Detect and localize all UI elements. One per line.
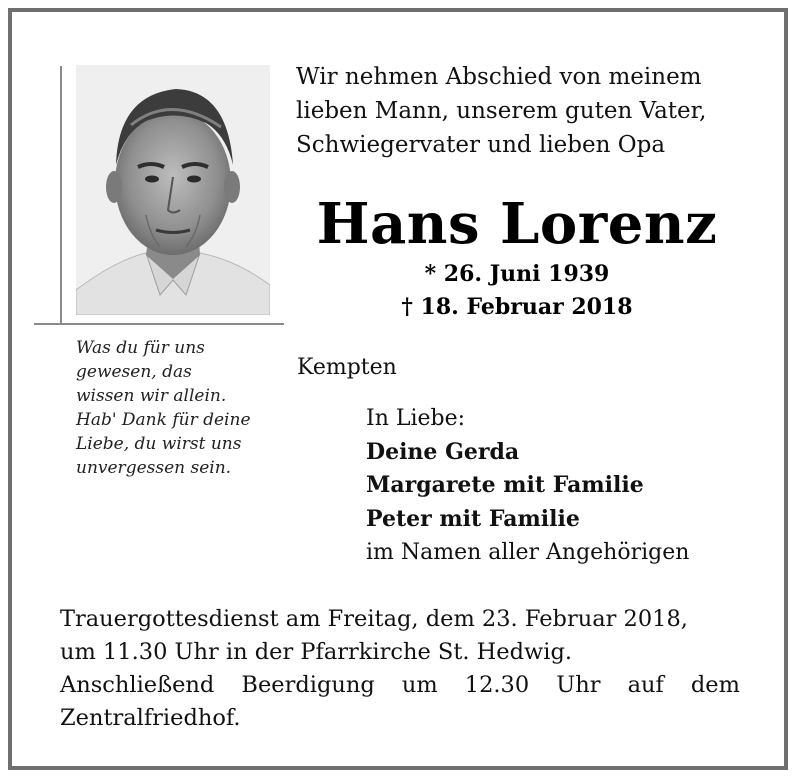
service-word: auf — [627, 672, 664, 698]
mourner-name: Peter mit Familie — [366, 505, 580, 532]
mourner-name: Deine Gerda — [366, 438, 520, 465]
service-word: Anschließend — [60, 672, 215, 698]
quote-line: gewesen, das — [76, 362, 192, 382]
death-date: † 18. Februar 2018 — [401, 294, 633, 320]
service-line-3 — [60, 669, 740, 702]
service-word: Uhr — [556, 672, 601, 698]
photo-rule-vertical — [60, 66, 62, 324]
portrait-photo-image — [76, 65, 270, 315]
birth-date: * 26. Juni 1939 — [424, 261, 610, 287]
quote-line: wissen wir allein. — [76, 386, 227, 406]
intro-line-1: Wir nehmen Abschied von meinem — [296, 64, 702, 90]
farewell-intro — [296, 60, 766, 162]
service-line-4: Zentralfriedhof. — [60, 705, 241, 731]
service-line-2: um 11.30 Uhr in der Pfarrkirche St. Hedwig. — [60, 639, 573, 665]
quote-line: unvergessen sein. — [76, 458, 232, 478]
quote-line: Liebe, du wirst uns — [76, 434, 242, 454]
intro-line-3: Schwiegervater und lieben Opa — [296, 132, 666, 158]
service-information — [60, 603, 740, 735]
service-word: dem — [690, 672, 740, 698]
portrait-photo — [76, 65, 270, 315]
deceased-name: Hans Lorenz — [316, 191, 718, 257]
mourners-block — [366, 402, 689, 570]
intro-line-2: lieben Mann, unserem guten Vater, — [296, 98, 707, 124]
quote-line: Hab' Dank für deine — [76, 410, 251, 430]
service-line-1: Trauergottesdienst am Freitag, dem 23. Februar 2018, — [60, 606, 688, 632]
service-word: 12.30 — [464, 672, 530, 698]
photo-rule-horizontal — [34, 323, 284, 325]
mourner-name: Margarete mit Familie — [366, 472, 644, 498]
life-dates — [292, 258, 742, 324]
service-word: Beerdigung — [241, 672, 375, 698]
city-name: Kempten — [297, 355, 397, 380]
service-word: um — [401, 672, 438, 698]
mourners-closing: im Namen aller Angehörigen — [366, 540, 690, 565]
quote-line: Was du für uns — [76, 338, 205, 358]
memorial-quote — [76, 336, 281, 480]
mourners-intro: In Liebe: — [366, 406, 466, 431]
